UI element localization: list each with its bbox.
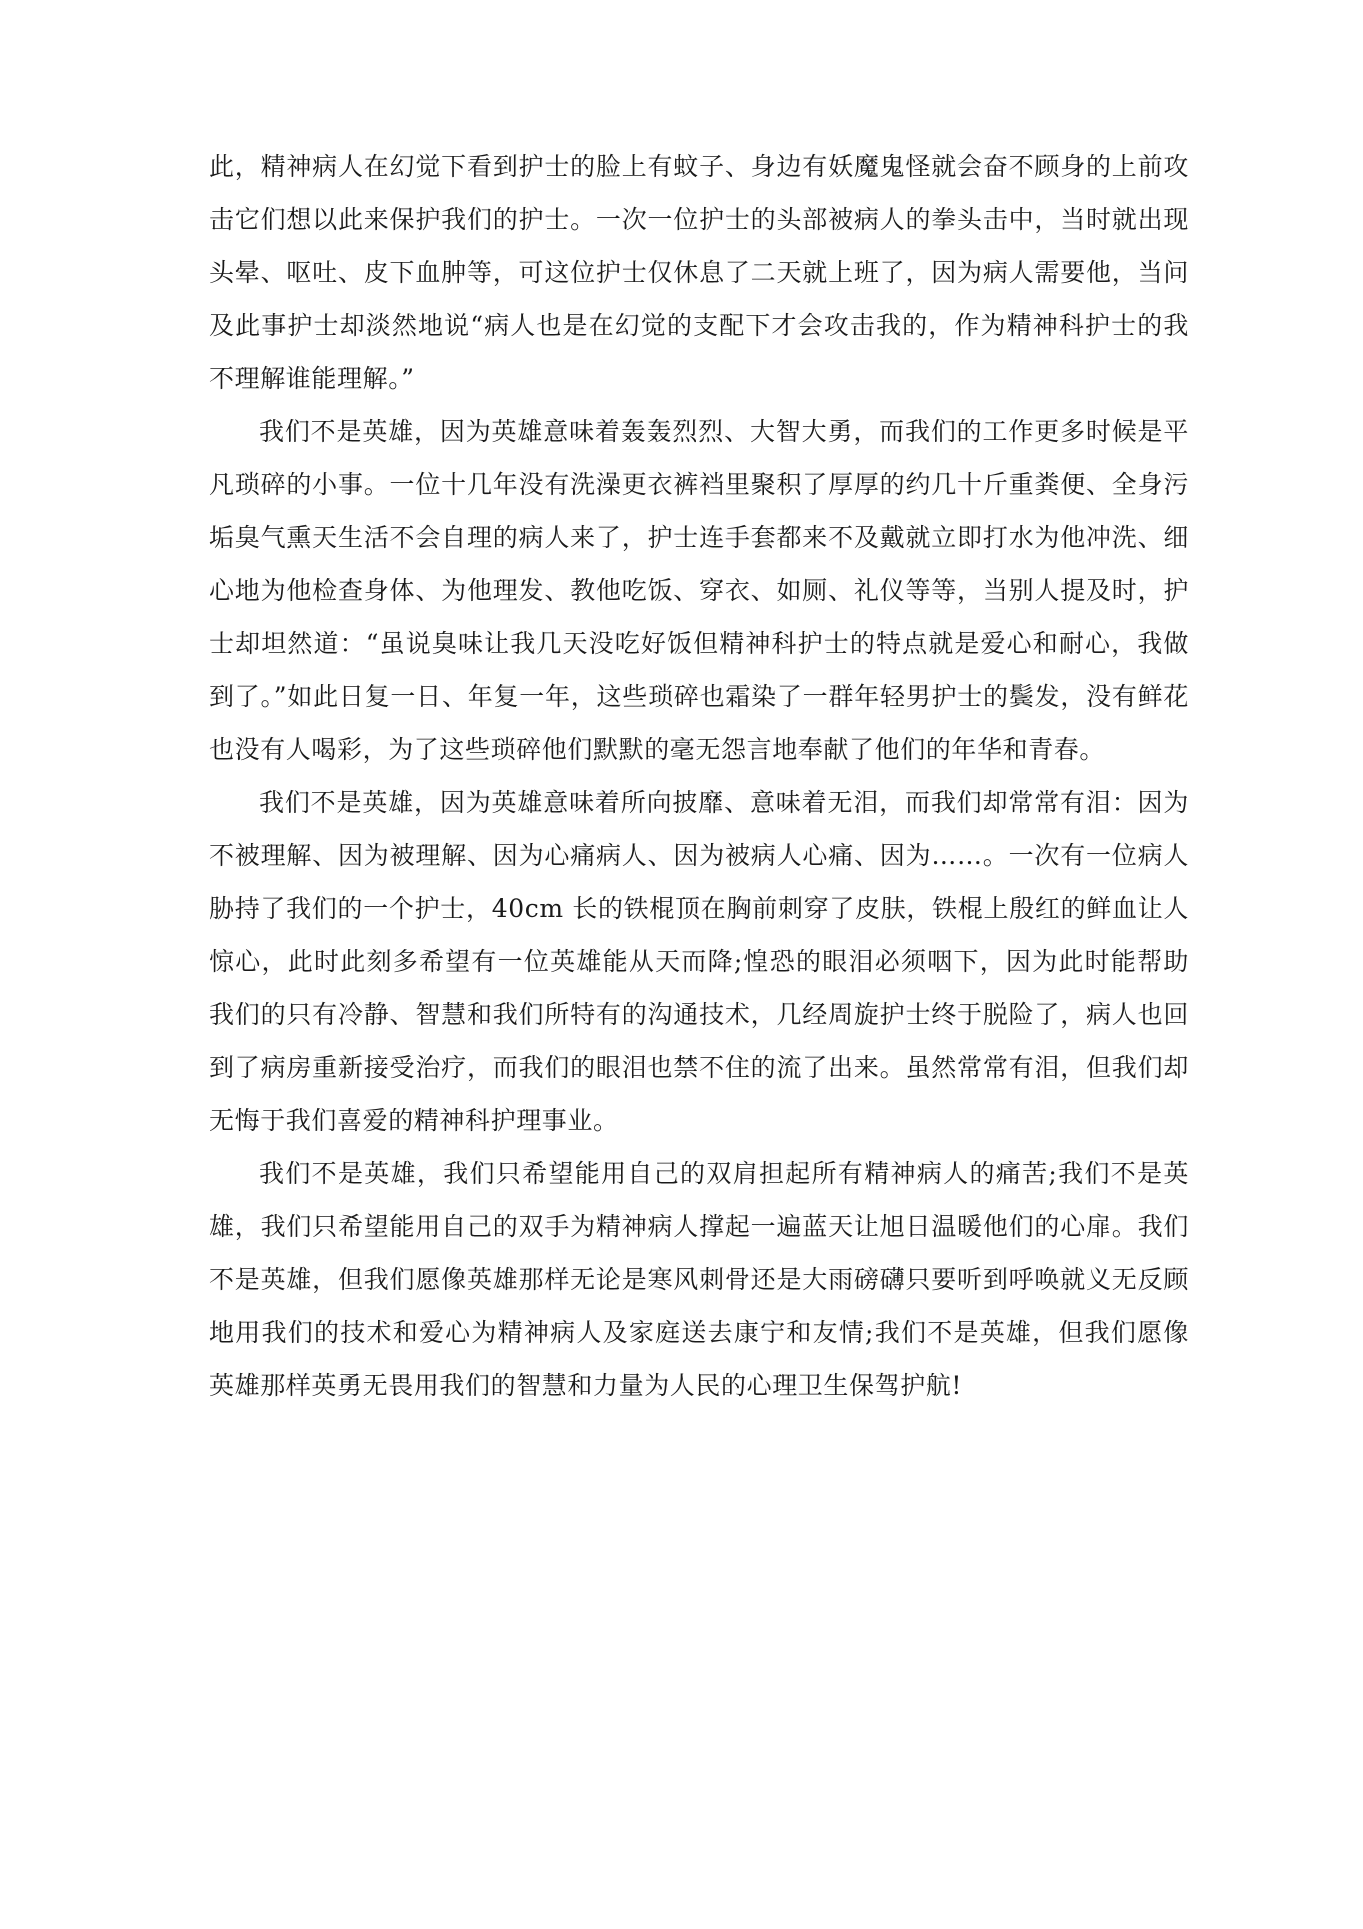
paragraph: 我们不是英雄，因为英雄意味着轰轰烈烈、大智大勇，而我们的工作更多时候是平凡琐碎的小事。一位十几年没有洗澡更衣裤裆里聚积了厚厚的约几十斤重粪便、全身污垢臭气熏天生活不会自理的病人来了，护士连手套都来不及戴就立即打水为他冲洗、细心地为他检查身体、为他理发、教他吃饭、穿衣、如厕、礼仪等等，当别人提及时，护士却坦然道：“虽说臭味让我几天没吃好饭但精神科护士的特点就是爱心和耐心，我做到了。”如此日复一日、年复一年，这些琐碎也霜染了一群年轻男护士的鬓发，没有鲜花也没有人喝彩，为了这些琐碎他们默默的毫无怨言地奉献了他们的年华和青春。 [209, 417, 1189, 764]
document-body [209, 140, 1189, 1412]
paragraph-continuation: 此，精神病人在幻觉下看到护士的脸上有蚊子、身边有妖魔鬼怪就会奋不顾身的上前攻击它们想以此来保护我们的护士。一次一位护士的头部被病人的拳头击中，当时就出现头晕、呕吐、皮下血肿等，可这位护士仅休息了二天就上班了，因为病人需要他，当问及此事护士却淡然地说“病人也是在幻觉的支配下才会攻击我的，作为精神科护士的我不理解谁能理解。” [209, 152, 1189, 393]
paragraph: 我们不是英雄，因为英雄意味着所向披靡、意味着无泪，而我们却常常有泪：因为不被理解、因为被理解、因为心痛病人、因为被病人心痛、因为……。一次有一位病人胁持了我们的一个护士，40cm 长的铁棍顶在胸前刺穿了皮肤，铁棍上殷红的鲜血让人惊心，此时此刻多希望有一位英雄能从天而降;惶恐的眼泪必须咽下，因为此时能帮助我们的只有冷静、智慧和我们所特有的沟通技术，几经周旋护士终于脱险了，病人也回到了病房重新接受治疗，而我们的眼泪也禁不住的流了出来。虽然常常有泪，但我们却无悔于我们喜爱的精神科护理事业。 [209, 788, 1189, 1135]
paragraph: 我们不是英雄，我们只希望能用自己的双肩担起所有精神病人的痛苦;我们不是英雄，我们只希望能用自己的双手为精神病人撑起一遍蓝天让旭日温暖他们的心扉。我们不是英雄，但我们愿像英雄那样无论是寒风刺骨还是大雨磅礴只要听到呼唤就义无反顾地用我们的技术和爱心为精神病人及家庭送去康宁和友情;我们不是英雄，但我们愿像英雄那样英勇无畏用我们的智慧和力量为人民的心理卫生保驾护航! [209, 1159, 1189, 1400]
